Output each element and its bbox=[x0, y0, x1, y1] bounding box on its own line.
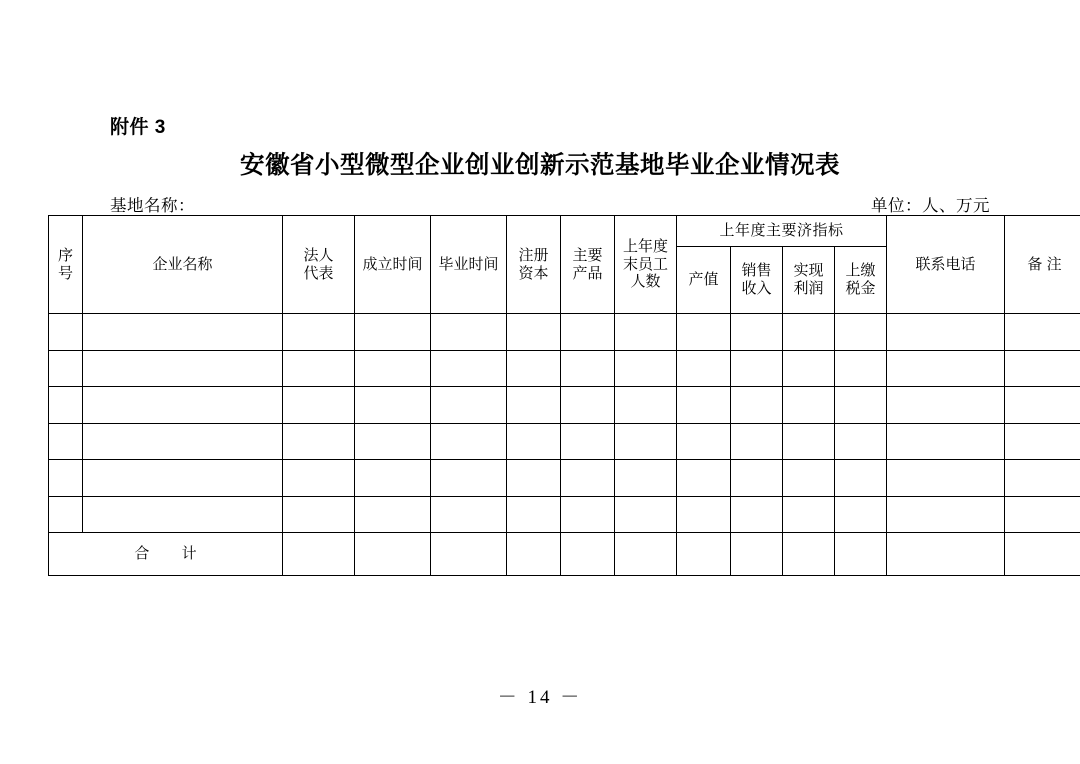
cell-employees[interactable] bbox=[615, 423, 677, 460]
cell-output-value[interactable] bbox=[677, 350, 731, 387]
cell-profit[interactable] bbox=[783, 314, 835, 351]
cell-profit[interactable] bbox=[783, 387, 835, 424]
unit-label: 单位：人、万元 bbox=[871, 197, 990, 215]
total-legal-rep[interactable] bbox=[283, 533, 355, 576]
cell-output-value[interactable] bbox=[677, 314, 731, 351]
total-sales-revenue[interactable] bbox=[731, 533, 783, 576]
cell-legal-rep[interactable] bbox=[283, 387, 355, 424]
total-remarks[interactable] bbox=[1005, 533, 1080, 576]
cell-remarks[interactable] bbox=[1005, 314, 1080, 351]
cell-establish-date[interactable] bbox=[355, 350, 431, 387]
cell-establish-date[interactable] bbox=[355, 314, 431, 351]
total-tax[interactable] bbox=[835, 533, 887, 576]
header-enterprise-name: 企业名称 bbox=[83, 216, 283, 314]
cell-enterprise-name[interactable] bbox=[83, 314, 283, 351]
cell-graduate-date[interactable] bbox=[431, 423, 507, 460]
total-main-product[interactable] bbox=[561, 533, 615, 576]
cell-output-value[interactable] bbox=[677, 460, 731, 497]
cell-registered-capital[interactable] bbox=[507, 496, 561, 533]
cell-profit[interactable] bbox=[783, 423, 835, 460]
cell-graduate-date[interactable] bbox=[431, 460, 507, 497]
total-label: 合 计 bbox=[49, 533, 283, 576]
cell-establish-date[interactable] bbox=[355, 496, 431, 533]
table-row bbox=[49, 350, 1080, 387]
page-title: 安徽省小型微型企业创业创新示范基地毕业企业情况表 bbox=[240, 152, 840, 179]
cell-employees[interactable] bbox=[615, 350, 677, 387]
header-sales-revenue-line2: 收入 bbox=[741, 280, 772, 297]
cell-remarks[interactable] bbox=[1005, 496, 1080, 533]
cell-seq[interactable] bbox=[49, 387, 83, 424]
header-registered-capital bbox=[507, 216, 561, 314]
cell-enterprise-name[interactable] bbox=[83, 423, 283, 460]
cell-contact-phone[interactable] bbox=[887, 314, 1005, 351]
cell-graduate-date[interactable] bbox=[431, 387, 507, 424]
cell-sales-revenue[interactable] bbox=[731, 496, 783, 533]
cell-legal-rep[interactable] bbox=[283, 423, 355, 460]
cell-seq[interactable] bbox=[49, 423, 83, 460]
cell-employees[interactable] bbox=[615, 387, 677, 424]
total-registered-capital[interactable] bbox=[507, 533, 561, 576]
table-total-row bbox=[49, 533, 1080, 576]
cell-tax[interactable] bbox=[835, 496, 887, 533]
header-sales-revenue-line1: 销售 bbox=[741, 262, 772, 280]
header-seq-line1: 序 bbox=[57, 246, 73, 264]
cell-sales-revenue[interactable] bbox=[731, 460, 783, 497]
cell-seq[interactable] bbox=[49, 350, 83, 387]
cell-legal-rep[interactable] bbox=[283, 460, 355, 497]
cell-registered-capital[interactable] bbox=[507, 350, 561, 387]
cell-enterprise-name[interactable] bbox=[83, 387, 283, 424]
header-legal-rep-line2: 代表 bbox=[303, 264, 334, 282]
total-profit[interactable] bbox=[783, 533, 835, 576]
cell-profit[interactable] bbox=[783, 350, 835, 387]
cell-registered-capital[interactable] bbox=[507, 387, 561, 424]
cell-remarks[interactable] bbox=[1005, 460, 1080, 497]
cell-sales-revenue[interactable] bbox=[731, 314, 783, 351]
cell-main-product[interactable] bbox=[561, 460, 615, 497]
cell-main-product[interactable] bbox=[561, 350, 615, 387]
cell-registered-capital[interactable] bbox=[507, 423, 561, 460]
header-seq bbox=[49, 216, 83, 314]
header-seq-line2: 号 bbox=[57, 264, 73, 282]
cell-legal-rep[interactable] bbox=[283, 496, 355, 533]
cell-tax[interactable] bbox=[835, 314, 887, 351]
table-row bbox=[49, 496, 1080, 533]
total-output-value[interactable] bbox=[677, 533, 731, 576]
attachment-label: 附件 3 bbox=[110, 117, 166, 138]
cell-output-value[interactable] bbox=[677, 387, 731, 424]
header-legal-rep bbox=[283, 216, 355, 314]
cell-legal-rep[interactable] bbox=[283, 314, 355, 351]
header-tax-line1: 上缴 bbox=[845, 262, 876, 280]
cell-tax[interactable] bbox=[835, 387, 887, 424]
cell-employees[interactable] bbox=[615, 314, 677, 351]
cell-employees[interactable] bbox=[615, 496, 677, 533]
header-contact-phone: 联系电话 bbox=[887, 216, 1005, 314]
graduate-enterprise-table bbox=[48, 215, 1080, 576]
cell-sales-revenue[interactable] bbox=[731, 423, 783, 460]
cell-graduate-date[interactable] bbox=[431, 496, 507, 533]
page-number: － 14 － bbox=[497, 687, 583, 708]
header-employees-line3: 人数 bbox=[630, 273, 661, 291]
total-graduate-date[interactable] bbox=[431, 533, 507, 576]
header-sales-revenue bbox=[731, 247, 783, 314]
cell-output-value[interactable] bbox=[677, 423, 731, 460]
total-employees[interactable] bbox=[615, 533, 677, 576]
header-remarks: 备 注 bbox=[1005, 216, 1080, 314]
table-row bbox=[49, 423, 1080, 460]
cell-main-product[interactable] bbox=[561, 423, 615, 460]
total-contact-phone[interactable] bbox=[887, 533, 1005, 576]
cell-sales-revenue[interactable] bbox=[731, 350, 783, 387]
cell-remarks[interactable] bbox=[1005, 423, 1080, 460]
cell-contact-phone[interactable] bbox=[887, 387, 1005, 424]
header-main-product-line1: 主要 bbox=[572, 246, 603, 264]
header-profit-line2: 利润 bbox=[793, 280, 824, 297]
cell-contact-phone[interactable] bbox=[887, 460, 1005, 497]
cell-graduate-date[interactable] bbox=[431, 350, 507, 387]
cell-remarks[interactable] bbox=[1005, 350, 1080, 387]
cell-seq[interactable] bbox=[49, 460, 83, 497]
header-main-product bbox=[561, 216, 615, 314]
header-group-indicators: 上年度主要济指标 bbox=[677, 216, 887, 247]
header-profit bbox=[783, 247, 835, 314]
cell-tax[interactable] bbox=[835, 350, 887, 387]
cell-establish-date[interactable] bbox=[355, 460, 431, 497]
cell-tax[interactable] bbox=[835, 423, 887, 460]
cell-seq[interactable] bbox=[49, 496, 83, 533]
header-tax-line2: 税金 bbox=[845, 280, 876, 297]
header-establish-date: 成立时间 bbox=[355, 216, 431, 314]
header-registered-capital-line2: 资本 bbox=[518, 264, 549, 282]
cell-graduate-date[interactable] bbox=[431, 314, 507, 351]
cell-registered-capital[interactable] bbox=[507, 314, 561, 351]
header-output-value: 产值 bbox=[677, 247, 731, 314]
header-employees-line2: 末员工 bbox=[622, 255, 668, 273]
table-row bbox=[49, 460, 1080, 497]
header-legal-rep-line1: 法人 bbox=[303, 246, 334, 264]
cell-contact-phone[interactable] bbox=[887, 350, 1005, 387]
cell-legal-rep[interactable] bbox=[283, 350, 355, 387]
cell-contact-phone[interactable] bbox=[887, 496, 1005, 533]
base-name-label: 基地名称： bbox=[110, 197, 195, 215]
header-registered-capital-line1: 注册 bbox=[518, 246, 549, 264]
cell-profit[interactable] bbox=[783, 460, 835, 497]
header-graduate-date: 毕业时间 bbox=[431, 216, 507, 314]
cell-employees[interactable] bbox=[615, 460, 677, 497]
cell-main-product[interactable] bbox=[561, 314, 615, 351]
header-employees bbox=[615, 216, 677, 314]
cell-tax[interactable] bbox=[835, 460, 887, 497]
header-main-product-line2: 产品 bbox=[572, 264, 603, 282]
cell-enterprise-name[interactable] bbox=[83, 496, 283, 533]
cell-profit[interactable] bbox=[783, 496, 835, 533]
cell-main-product[interactable] bbox=[561, 496, 615, 533]
header-employees-line1: 上年度 bbox=[622, 237, 668, 255]
cell-registered-capital[interactable] bbox=[507, 460, 561, 497]
cell-establish-date[interactable] bbox=[355, 387, 431, 424]
subheader-row bbox=[110, 192, 990, 216]
cell-enterprise-name[interactable] bbox=[83, 350, 283, 387]
cell-contact-phone[interactable] bbox=[887, 423, 1005, 460]
header-tax bbox=[835, 247, 887, 314]
cell-remarks[interactable] bbox=[1005, 387, 1080, 424]
cell-enterprise-name[interactable] bbox=[83, 460, 283, 497]
total-establish-date[interactable] bbox=[355, 533, 431, 576]
cell-establish-date[interactable] bbox=[355, 423, 431, 460]
cell-seq[interactable] bbox=[49, 314, 83, 351]
cell-main-product[interactable] bbox=[561, 387, 615, 424]
table-row bbox=[49, 314, 1080, 351]
table-row bbox=[49, 387, 1080, 424]
cell-sales-revenue[interactable] bbox=[731, 387, 783, 424]
cell-output-value[interactable] bbox=[677, 496, 731, 533]
header-profit-line1: 实现 bbox=[793, 262, 824, 280]
